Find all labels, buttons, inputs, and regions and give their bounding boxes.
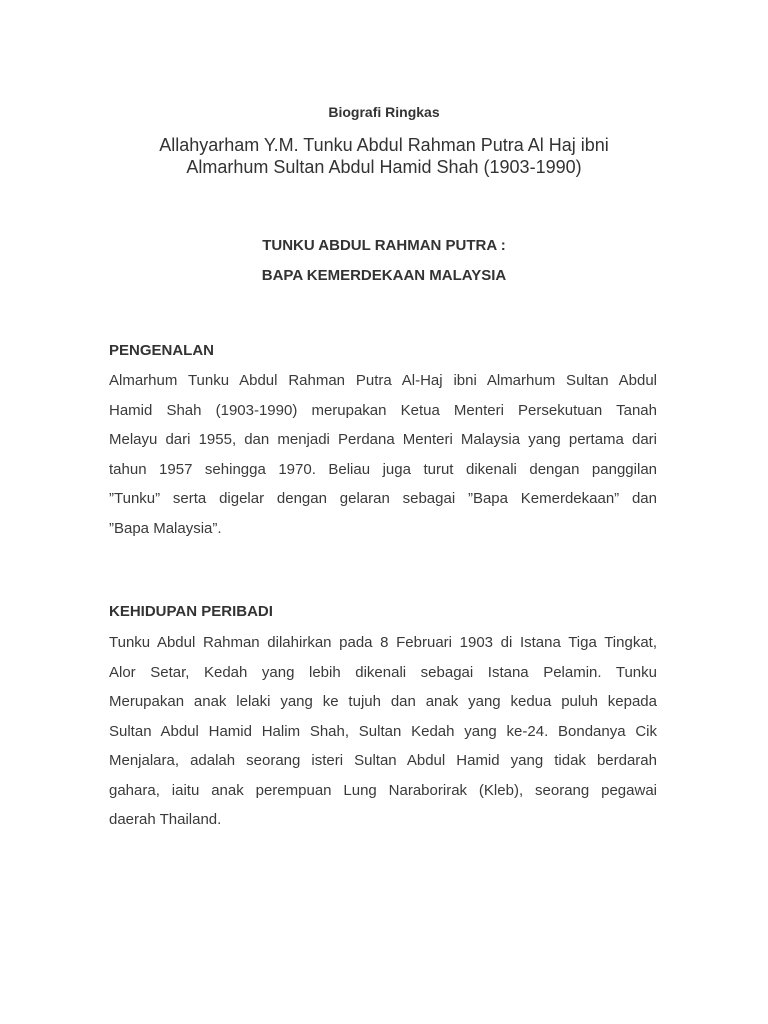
headline-line: BAPA KEMERDEKAAN MALAYSIA — [261, 267, 507, 284]
paragraph-line: Tunku Abdul Rahman dilahirkan pada 8 Februari 1903 di Istana Tiga Tingkat, — [109, 634, 657, 651]
paragraph-line: Merupakan anak lelaki yang ke tujuh dan anak yang kedua puluh kepada — [109, 693, 657, 710]
paragraph-line: Hamid Shah (1903-1990) merupakan Ketua Menteri Persekutuan Tanah — [109, 401, 657, 419]
paragraph-line: Almarhum Tunku Abdul Rahman Putra Al-Haj ibni Almarhum Sultan Abdul — [109, 372, 657, 389]
paragraph-line: gahara, iaitu anak perempuan Lung Naraborirak (Kleb), seorang pegawai — [109, 781, 657, 799]
title-line: Allahyarham Y.M. Tunku Abdul Rahman Putra Al Haj ibni — [159, 135, 609, 155]
paragraph-line: Sultan Abdul Hamid Halim Shah, Sultan Kedah yang ke-24. Bondanya Cik — [109, 722, 657, 740]
section-title-kehidupan-peribadi: KEHIDUPAN PERIBADI — [109, 603, 273, 620]
headline-line: TUNKU ABDUL RAHMAN PUTRA : — [262, 237, 506, 254]
section-body-pengenalan — [109, 366, 657, 543]
section-body-kehidupan-peribadi — [109, 628, 657, 835]
paragraph-line: Melayu dari 1955, dan menjadi Perdana Menteri Malaysia yang pertama dari — [109, 431, 657, 448]
paragraph-line: daerah Thailand. — [109, 811, 222, 828]
paragraph-line: ”Bapa Malaysia”. — [109, 519, 222, 537]
paragraph-line: ”Tunku” serta digelar dengan gelaran sebagai ”Bapa Kemerdekaan” dan — [109, 490, 657, 507]
paragraph-line: tahun 1957 sehingga 1970. Beliau juga turut dikenali dengan panggilan — [109, 460, 657, 478]
paragraph-line: Alor Setar, Kedah yang lebih dikenali sebagai Istana Pelamin. Tunku — [109, 663, 657, 681]
title-line: Almarhum Sultan Abdul Hamid Shah (1903-1990) — [186, 157, 582, 177]
document-subtitle: Biografi Ringkas — [328, 104, 440, 120]
paragraph-line: Menjalara, adalah seorang isteri Sultan Abdul Hamid yang tidak berdarah — [109, 752, 657, 769]
document-title — [0, 134, 768, 178]
section-title-pengenalan: PENGENALAN — [109, 342, 215, 359]
